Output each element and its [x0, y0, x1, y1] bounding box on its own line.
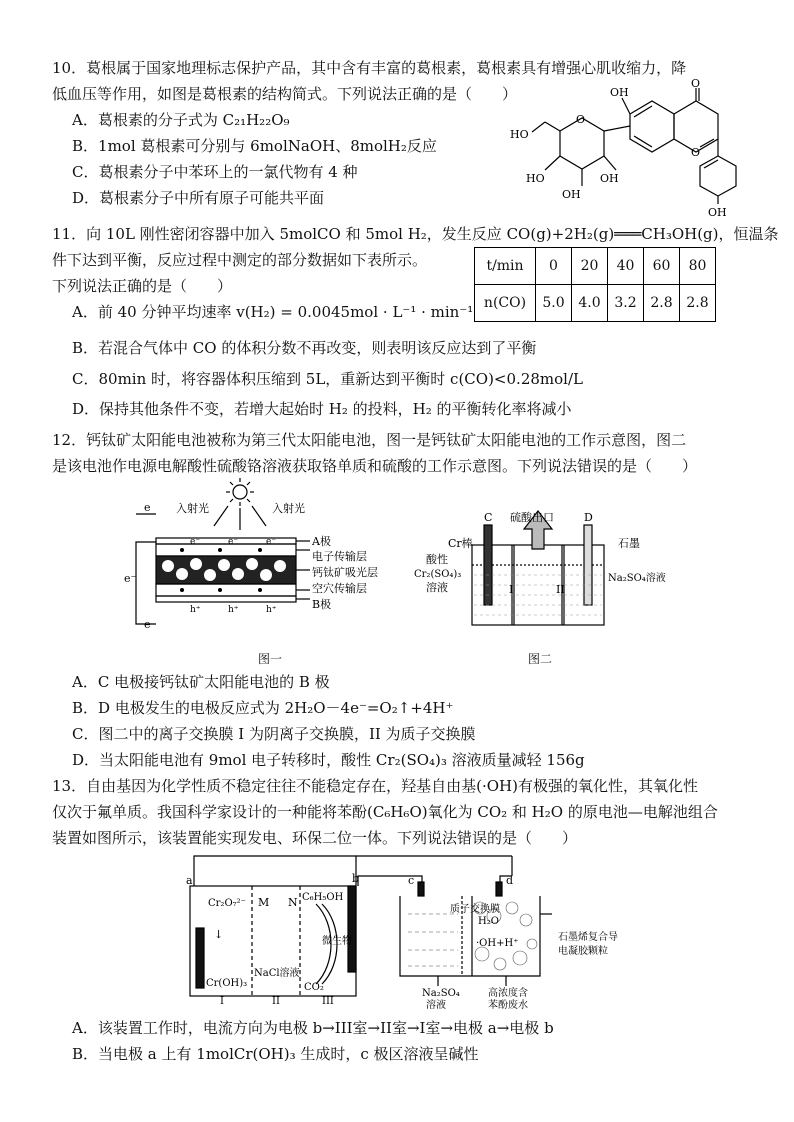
fig1-hole-1: h⁺ [190, 605, 201, 615]
q13-phenol: C₆H₅OH [302, 892, 344, 903]
q13-membrane-n: N [288, 896, 298, 909]
q13-electrode-c: c [408, 874, 415, 887]
q13-stem-line2: 仅次于氟单质。我国科学家设计的一种能将苯酚(C₆H₆O)氧化为 CO₂ 和 H₂O 的原电池—电解池组合 [52, 803, 718, 821]
q13-na2so4-2: 溶液 [426, 1000, 446, 1011]
ring-oxygen-2: O [691, 146, 701, 159]
q12-option-b: B．D 电极发生的电极反应式为 2H₂O－4e⁻=O₂↑+4H⁺ [72, 699, 454, 717]
fig1-e-top: e [144, 501, 151, 514]
q10-option-c: C．葛根素分子中苯环上的一氯代物有 4 种 [72, 163, 358, 181]
q10-stem-line1: 10．葛根属于国家地理标志保护产品，其中含有丰富的葛根素，葛根素具有增强心肌收缩力，降 [52, 59, 687, 77]
table-cell: 5.0 [536, 285, 572, 322]
table-cell: 80 [680, 248, 716, 285]
fig2-acid-2: Cr₂(SO₄)₃ [414, 569, 462, 580]
q13-dichromate: Cr₂O₇²⁻ [208, 898, 246, 909]
carbonyl-oxygen: O [691, 77, 701, 90]
q11-option-c: C．80min 时，将容器体积压缩到 5L，重新达到平衡时 c(CO)<0.28mol/L [72, 370, 583, 388]
q12-stem-line2: 是该电池作电源电解酸性硫酸铬溶液获取铬单质和硫酸的工作示意图。下列说法错误的是（ ） [52, 457, 698, 475]
puerarin-structure-figure [500, 77, 750, 221]
q13-waste-2: 苯酚废水 [488, 1000, 528, 1011]
q12-option-c: C．图二中的离子交换膜 I 为阴离子交换膜，II 为质子交换膜 [72, 725, 476, 743]
fig1-hole-3: h⁺ [266, 605, 277, 615]
q11-stem-line3: 下列说法正确的是（ ） [52, 277, 233, 295]
q13-waste-1: 高浓度含 [488, 988, 528, 999]
figure-1-perovskite-cell [120, 478, 400, 638]
fig2-cr-rod: Cr棒 [448, 537, 473, 550]
q10-option-b: B．1mol 葛根素可分别与 6molNaOH、8molH₂反应 [72, 137, 437, 155]
q13-electrode-d: d [506, 874, 514, 887]
label-ho-2: HO [526, 172, 545, 185]
fig1-layer-absorber: 钙钛矿吸光层 [312, 566, 378, 579]
fig2-membrane-1: I [509, 583, 514, 596]
fig1-layer-etl: 电子传输层 [312, 550, 367, 563]
table-cell: 4.0 [572, 285, 608, 322]
fig1-electron-3: e⁻ [266, 537, 277, 547]
q13-graphene-2: 电凝胶颗粒 [558, 946, 608, 957]
q13-co2: CO₂ [304, 982, 324, 993]
q13-microbe: 微生物 [322, 936, 352, 947]
q13-chromium-hydroxide: Cr(OH)₃ [206, 978, 248, 989]
table-row-time [475, 248, 716, 285]
q10-option-d: D．葛根素分子中所有原子可能共平面 [72, 189, 325, 207]
fig1-e-bottom: e [144, 618, 151, 631]
q13-room-3: III [322, 996, 334, 1007]
q10-option-a: A．葛根素的分子式为 C₂₁H₂₂O₉ [72, 111, 290, 129]
fig1-layer-a: A极 [312, 535, 331, 548]
ring-oxygen-1: O [576, 113, 586, 126]
q13-na2so4-1: Na₂SO₄ [422, 988, 460, 999]
fig1-incident-left: 入射光 [176, 502, 209, 515]
q11-stem-line1: 11．向 10L 刚性密闭容器中加入 5molCO 和 5mol H₂，发生反应 CO(g)+2H₂(g)═══CH₃OH(g)，恒温条 [52, 225, 779, 243]
label-oh-4: OH [600, 172, 619, 185]
fig2-acid-3: 溶液 [426, 581, 448, 594]
q13-electrode-a: a [186, 874, 193, 887]
table-cell: 3.2 [608, 285, 644, 322]
fig2-acid-1: 酸性 [426, 553, 448, 566]
figure-2-electrolysis [412, 505, 682, 635]
fig1-electron-1: e⁻ [190, 537, 201, 547]
label-oh-5: OH [708, 206, 727, 219]
table-header-nco: n(CO) [475, 285, 536, 322]
label-ho-1: HO [510, 128, 529, 141]
q13-membrane-m: M [258, 896, 270, 909]
q13-pem: 质子交换膜 [450, 904, 500, 915]
table-row-nco [475, 285, 716, 322]
table-cell: 40 [608, 248, 644, 285]
q13-device-figure [182, 854, 672, 1010]
fig2-graphite: 石墨 [618, 537, 640, 550]
q12-option-d: D．当太阳能电池有 9mol 电子转移时，酸性 Cr₂(SO₄)₃ 溶液质量减轻 156g [72, 751, 585, 769]
fig2-outlet: 硫酸出口 [510, 511, 554, 524]
q13-option-b: B．当电极 a 上有 1molCr(OH)₃ 生成时，c 极区溶液呈碱性 [72, 1045, 479, 1063]
q13-radical: ·OH+H⁺ [476, 938, 519, 949]
fig1-hole-2: h⁺ [228, 605, 239, 615]
table-cell: 2.8 [644, 285, 680, 322]
fig1-incident-right: 入射光 [272, 502, 305, 515]
q11-option-d: D．保持其他条件不变，若增大起始时 H₂ 的投料，H₂ 的平衡转化率将减小 [72, 400, 572, 418]
label-oh-3: OH [562, 188, 581, 201]
q11-option-a: A．前 40 分钟平均速率 v(H₂) = 0.0045mol · L⁻¹ · min⁻¹ [72, 303, 474, 321]
fig1-layer-b: B极 [312, 598, 332, 611]
q13-nacl: NaCl溶液 [254, 968, 300, 979]
q13-water: H₂O [478, 916, 499, 927]
table-cell: 0 [536, 248, 572, 285]
q13-room-1: I [220, 996, 224, 1007]
table-cell: 2.8 [680, 285, 716, 322]
q11-stem-line2: 件下达到平衡，反应过程中测定的部分数据如下表所示。 [52, 251, 428, 269]
q11-data-table [474, 247, 716, 322]
fig1-caption: 图一 [258, 652, 283, 666]
table-header-time: t/min [475, 248, 536, 285]
q13-electrode-b: b [352, 872, 360, 885]
table-cell: 60 [644, 248, 680, 285]
q13-stem-line1: 13．自由基因为化学性质不稳定往往不能稳定存在，羟基自由基(·OH)有极强的氧化性，其氧化性 [52, 777, 698, 795]
fig2-na2so4: Na₂SO₄溶液 [608, 573, 666, 584]
fig1-electron-2: e⁻ [228, 537, 239, 547]
q13-option-a: A．该装置工作时，电流方向为电极 b→III室→II室→I室→电极 a→电极 b [72, 1019, 554, 1037]
q12-option-a: A．C 电极接钙钛矿太阳能电池的 B 极 [72, 673, 330, 691]
label-oh-top: OH [610, 86, 629, 99]
q12-stem-line1: 12．钙钛矿太阳能电池被称为第三代太阳能电池，图一是钙钛矿太阳能电池的工作示意图，图二 [52, 431, 687, 449]
q11-option-b: B．若混合气体中 CO 的体积分数不再改变，则表明该反应达到了平衡 [72, 339, 537, 357]
q13-room-2: II [272, 996, 280, 1007]
q10-stem-line2: 低血压等作用，如图是葛根素的结构简式。下列说法正确的是（ ） [52, 85, 518, 103]
q13-graphene-1: 石墨烯复合导 [558, 932, 618, 943]
fig1-e-side: e⁻ [124, 572, 137, 585]
fig2-caption: 图二 [528, 652, 553, 666]
fig2-membrane-2: II [556, 583, 565, 596]
fig2-electrode-d: D [584, 511, 593, 524]
q13-arrow-down: ↓ [214, 928, 224, 941]
fig1-layer-htl: 空穴传输层 [312, 582, 367, 595]
q13-stem-line3: 装置如图所示，该装置能实现发电、环保二位一体。下列说法错误的是（ ） [52, 829, 578, 847]
fig2-electrode-c: C [484, 511, 493, 524]
table-cell: 20 [572, 248, 608, 285]
